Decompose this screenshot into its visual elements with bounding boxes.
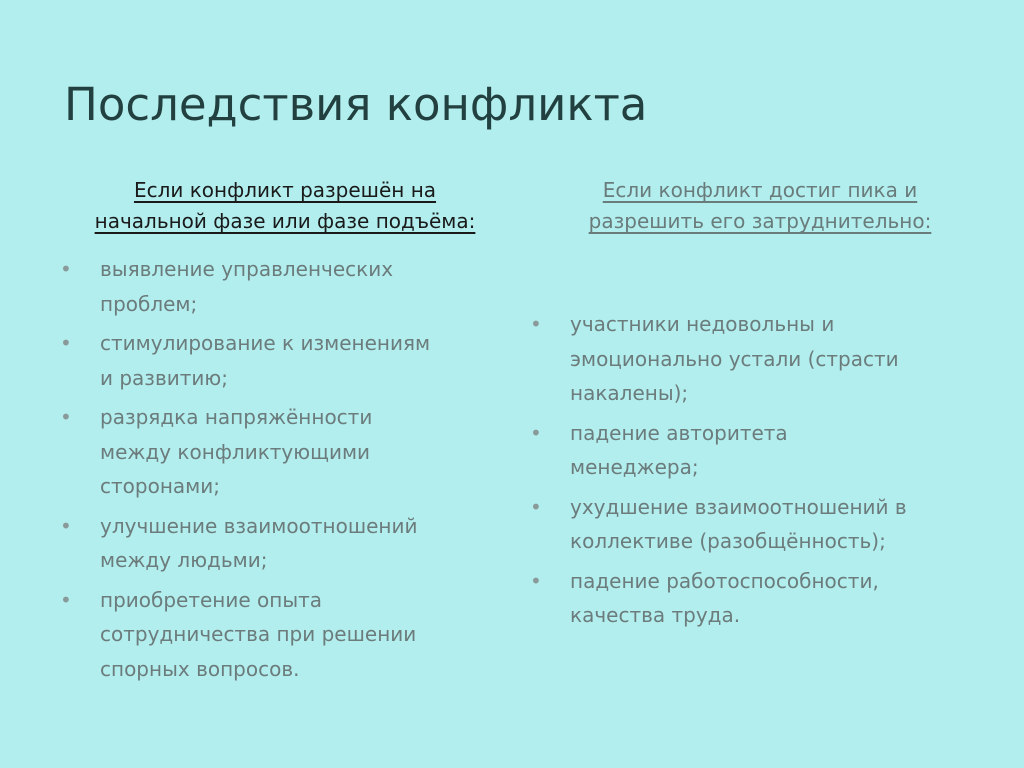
heading-line: разрешить его затруднительно: [588, 209, 932, 233]
left-bullet-list [60, 252, 510, 686]
item-line: ухудшение взаимоотношений в [570, 494, 907, 519]
left-column-heading [60, 175, 510, 237]
item-line: между конфликтующими [100, 439, 371, 464]
bullet-icon: • [530, 420, 542, 445]
slide-title: Последствия конфликта [64, 78, 648, 131]
item-line: улучшение взаимоотношений [100, 513, 418, 538]
bullet-icon: • [60, 513, 72, 538]
item-line: спорных вопросов. [100, 656, 300, 681]
left-column [60, 175, 510, 691]
item-line: проблем; [100, 291, 198, 316]
list-item [530, 307, 990, 411]
bullet-icon: • [530, 568, 542, 593]
list-item [60, 509, 510, 578]
item-line: накалены); [570, 381, 689, 405]
bullet-icon: • [530, 494, 542, 519]
item-line: качества труда. [570, 603, 741, 627]
list-item [60, 400, 510, 504]
bullet-icon: • [530, 312, 542, 336]
item-line: сторонами; [100, 474, 220, 498]
right-bullet-list [530, 307, 990, 633]
list-item [60, 252, 510, 321]
bullet-icon: • [60, 405, 72, 429]
item-line: выявление управленческих [100, 257, 394, 281]
item-line: эмоционально устали (страсти [570, 346, 899, 371]
list-item [530, 490, 990, 559]
heading-line: Если конфликт разрешён на [133, 178, 437, 202]
list-item [60, 326, 510, 395]
item-line: сотрудничества при решении [100, 622, 417, 646]
item-line: стимулирование к изменениям [100, 331, 431, 355]
bullet-icon: • [60, 257, 72, 281]
list-item [530, 564, 990, 633]
right-column [530, 175, 990, 638]
heading-line: Если конфликт достиг пика и [602, 178, 918, 202]
item-line: и развитию; [100, 365, 228, 390]
item-line: падение работоспособности, [570, 568, 879, 593]
item-line: разрядка напряжённости [100, 405, 373, 429]
bullet-icon: • [60, 587, 72, 612]
item-line: падение авторитета [570, 420, 788, 445]
list-item [60, 583, 510, 687]
right-column-heading [530, 175, 990, 237]
item-line: менеджера; [570, 455, 699, 479]
heading-line: начальной фазе или фазе подъёма: [94, 209, 476, 233]
bullet-icon: • [60, 331, 72, 355]
item-line: между людьми; [100, 548, 268, 572]
item-line: приобретение опыта [100, 587, 323, 612]
item-line: участники недовольны и [570, 312, 835, 336]
list-item [530, 416, 990, 485]
item-line: коллективе (разобщённость); [570, 529, 886, 553]
